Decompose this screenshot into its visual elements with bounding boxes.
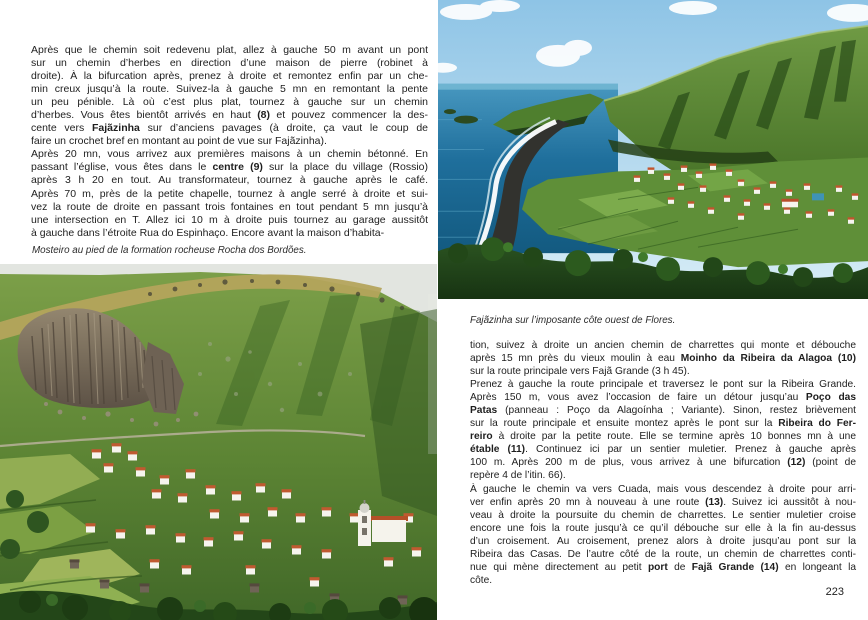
text-line: droite). À la bifurcation après, prenez à droite et remontez enfin par un che- bbox=[31, 70, 428, 83]
right-photo-caption: Fajãzinha sur l’imposante côte ouest de Flores. bbox=[470, 315, 676, 326]
text-line: passant l’église, vous êtes dans le centre (9) sur la place du village (Rossio) bbox=[31, 161, 429, 174]
photo-mosteiro-village bbox=[0, 264, 437, 620]
text-line: tion, suivez à droite un ancien chemin de charrettes qui monte et débouche bbox=[470, 340, 856, 351]
text-line: reiro à droite par la petite route. Elle se termine après 10 bonnes mn à une bbox=[470, 431, 856, 443]
islet bbox=[454, 116, 478, 124]
text-line: Après que le chemin soit redevenu plat, allez à gauche 50 m avant un pont bbox=[31, 44, 428, 56]
mosteiro-photo-illustration bbox=[0, 264, 437, 620]
text-line: 100 m. Après 200 m de plus, vous arrivez à une bifurcation (12) (point de bbox=[470, 457, 856, 469]
text-line: nue qui mène directement au petit port de Fajã Grande (14) en longeant la bbox=[470, 561, 856, 573]
left-photo-caption: Mosteiro au pied de la formation rocheuse Rocha dos Bordões. bbox=[32, 245, 307, 256]
text-line: repère 4 de l’itin. 66). bbox=[470, 470, 566, 482]
text-line: min creux jusqu’à la route. Suivez-la à gauche 5 mn en remontant la pente bbox=[31, 83, 428, 96]
text-line: À gauche le chemin va vers Cuada, mais vous descendez à droite pour arri- bbox=[470, 483, 856, 495]
text-line: après 3 h 20 en tout. Au transformateur, tournez à gauche après le café. bbox=[31, 174, 428, 187]
fajazinha-photo-illustration bbox=[438, 0, 868, 299]
text-line: étable (11). Continuez ici par un sentier muletier. Prenez à gauche après bbox=[470, 444, 856, 456]
text-line: Prenez à gauche la route principale et traversez le pont sur la Ribeira Grande. bbox=[470, 379, 856, 391]
text-line: ver enfin après 20 mn à nouveau à une route (13). Suivez ici aussitôt à nou- bbox=[470, 496, 856, 508]
text-line: cente vers Fajãzinha sur d’anciens pavages (à droite, ça vaut le coup de bbox=[31, 122, 428, 135]
text-line: Ribeira das Casas. De l’autre côté de la route, un chemin de charrettes conti- bbox=[470, 548, 856, 560]
text-line: Après 70 m, près de la petite chapelle, tournez à angle serré à droite et sui- bbox=[31, 187, 428, 200]
text-line: d’herbes. Vous êtes bientôt arrivés en haut (8) et pouvez commencer la des- bbox=[31, 109, 428, 122]
text-line: Après 150 m, vous avez l’occasion de faire un détour jusqu’au Poço das bbox=[470, 392, 856, 404]
page-number: 223 bbox=[825, 586, 844, 598]
photo-fajazinha-coast bbox=[438, 0, 868, 299]
text-line: encore une fois la route jusqu’à ce qu’il débouche sur elle à la fin au-dessus bbox=[470, 522, 856, 534]
text-line: Après 20 mn, vous arrivez aux premières maisons à un chemin bétonné. En bbox=[31, 148, 428, 161]
text-line: faire un crochet bref en montant au point de vue sur Fajãzinha). bbox=[31, 135, 327, 148]
text-line: Patas (panneau : Poço da Alagoínha ; Variante). Sinon, restez brièvement bbox=[470, 405, 856, 417]
text-line: vez la route de droite en passant trois fontaines en tout pendant 5 mn jusqu’à bbox=[31, 200, 428, 213]
text-line: sur la route principale et ensuite montez après le pont sur la Ribeira do Fer- bbox=[470, 418, 857, 430]
left-page-body-text bbox=[31, 44, 428, 240]
text-line: d’un croisement. Au croisement, prenez alors à droite jusqu’au pont sur la bbox=[470, 535, 856, 547]
text-line: sur la route principale vers Fajã Grande (3 h 45). bbox=[470, 366, 690, 378]
text-line: veau à droite la poursuite du chemin de charrettes. Le sentier muletier croise bbox=[470, 509, 856, 521]
village-pool bbox=[812, 193, 824, 200]
text-line: sur un chemin d’herbes en direction d’une maison de pierre (robinet à bbox=[31, 57, 428, 70]
text-line: côte. bbox=[470, 574, 493, 586]
text-line: un peu pénible. Là où c’est plus plat, tournez à gauche sur un chemin bbox=[31, 96, 428, 109]
text-line: après 15 mn près du vieux moulin à eau Moinho da Ribeira da Alagoa (10) bbox=[470, 353, 856, 365]
text-line: une intersection en T. Allez ici 10 m à droite puis tournez au garage aussitôt bbox=[31, 213, 428, 226]
text-line: à gauche dans l’étroite Rua do Espinhaço. Encore avant la maison d’habita- bbox=[31, 226, 385, 239]
right-page-body-text bbox=[470, 339, 856, 587]
